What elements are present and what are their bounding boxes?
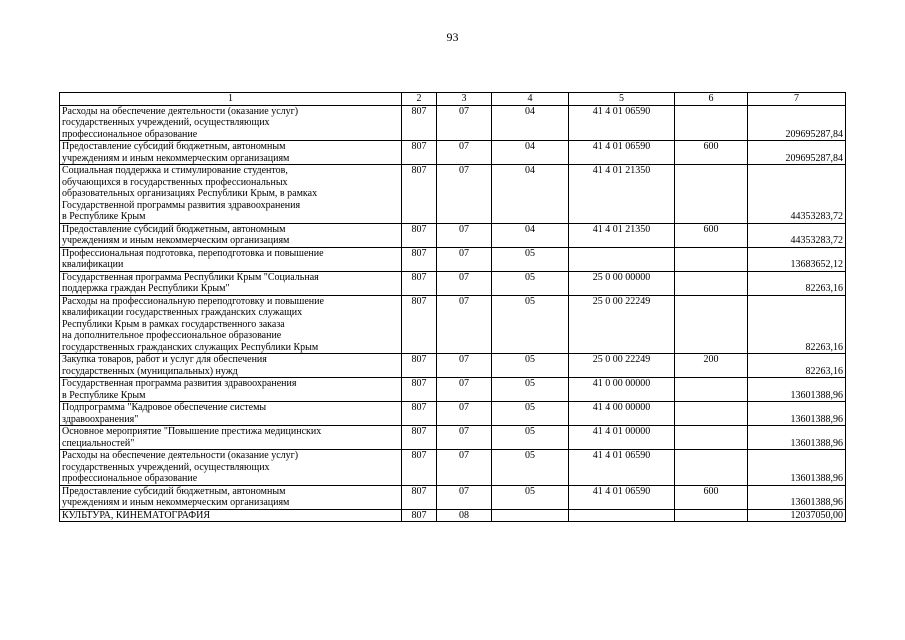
section-code-cell: 07 — [437, 141, 492, 165]
subsection-code-cell: 04 — [492, 105, 569, 141]
amount-cell: 13601388,96 — [748, 450, 846, 486]
expense-name-cell: Расходы на обеспечение деятельности (оказание услуг) государственных учреждений, осуществляющих профессиональное образование — [60, 450, 402, 486]
amount-cell: 209695287,84 — [748, 141, 846, 165]
subsection-code-cell: 04 — [492, 165, 569, 224]
amount-cell: 13601388,96 — [748, 485, 846, 509]
target-article-cell — [569, 509, 675, 522]
target-article-cell: 41 4 01 21350 — [569, 165, 675, 224]
expense-type-cell — [675, 295, 748, 354]
section-code-cell: 07 — [437, 485, 492, 509]
header-row — [60, 93, 846, 106]
expense-name-cell: Расходы на обеспечение деятельности (оказание услуг) государственных учреждений, осуществляющих профессиональное образование — [60, 105, 402, 141]
subsection-code-cell: 05 — [492, 247, 569, 271]
target-article-cell: 25 0 00 00000 — [569, 271, 675, 295]
column-header: 1 — [60, 93, 402, 106]
subsection-code-cell: 05 — [492, 402, 569, 426]
amount-cell: 82263,16 — [748, 354, 846, 378]
section-code-cell: 07 — [437, 426, 492, 450]
table-row — [60, 223, 846, 247]
ministry-code-cell: 807 — [402, 378, 437, 402]
section-code-cell: 07 — [437, 402, 492, 426]
amount-cell: 44353283,72 — [748, 165, 846, 224]
amount-cell: 13601388,96 — [748, 426, 846, 450]
expense-name-cell: Предоставление субсидий бюджетным, автономным учреждениям и иным некоммерческим организациям — [60, 223, 402, 247]
subsection-code-cell: 05 — [492, 378, 569, 402]
ministry-code-cell: 807 — [402, 354, 437, 378]
target-article-cell — [569, 247, 675, 271]
amount-cell: 209695287,84 — [748, 105, 846, 141]
table-row — [60, 378, 846, 402]
expense-type-cell — [675, 426, 748, 450]
target-article-cell: 41 4 01 06590 — [569, 141, 675, 165]
expense-name-cell: Государственная программа Республики Крым "Социальная поддержка граждан Республики Крым" — [60, 271, 402, 295]
section-code-cell: 08 — [437, 509, 492, 522]
amount-cell: 13601388,96 — [748, 402, 846, 426]
column-header: 7 — [748, 93, 846, 106]
amount-cell: 13683652,12 — [748, 247, 846, 271]
section-code-cell: 07 — [437, 354, 492, 378]
column-header: 3 — [437, 93, 492, 106]
ministry-code-cell: 807 — [402, 402, 437, 426]
amount-cell: 82263,16 — [748, 271, 846, 295]
expense-type-cell: 600 — [675, 223, 748, 247]
table-row — [60, 165, 846, 224]
section-code-cell: 07 — [437, 165, 492, 224]
expense-name-cell: Расходы на профессиональную переподготовку и повышение квалификации государственных гражданских служащих Республики Крым в рамках государственного заказа на дополнительное профессиональное образование государственных гражданских служащих Республики Крым — [60, 295, 402, 354]
target-article-cell: 41 4 01 21350 — [569, 223, 675, 247]
expense-type-cell — [675, 247, 748, 271]
table-row — [60, 295, 846, 354]
amount-cell: 12037050,00 — [748, 509, 846, 522]
target-article-cell: 41 4 01 06590 — [569, 450, 675, 486]
section-code-cell: 07 — [437, 450, 492, 486]
table-row — [60, 247, 846, 271]
amount-cell: 82263,16 — [748, 295, 846, 354]
ministry-code-cell: 807 — [402, 165, 437, 224]
target-article-cell: 41 0 00 00000 — [569, 378, 675, 402]
ministry-code-cell: 807 — [402, 105, 437, 141]
expense-type-cell: 600 — [675, 141, 748, 165]
expense-name-cell: Социальная поддержка и стимулирование студентов, обучающихся в государственных профессиональных образовательных организациях Республики Крым, в рамках Государственной программы развития здравоохранения в Республике Крым — [60, 165, 402, 224]
table-row — [60, 426, 846, 450]
target-article-cell: 41 4 00 00000 — [569, 402, 675, 426]
ministry-code-cell: 807 — [402, 485, 437, 509]
section-code-cell: 07 — [437, 247, 492, 271]
subsection-code-cell: 04 — [492, 141, 569, 165]
target-article-cell: 25 0 00 22249 — [569, 354, 675, 378]
expense-type-cell — [675, 450, 748, 486]
section-code-cell: 07 — [437, 271, 492, 295]
expense-type-cell — [675, 271, 748, 295]
expense-name-cell: Предоставление субсидий бюджетным, автономным учреждениям и иным некоммерческим организациям — [60, 141, 402, 165]
expense-type-cell — [675, 402, 748, 426]
budget-table — [59, 92, 846, 522]
table-row — [60, 271, 846, 295]
table-row — [60, 450, 846, 486]
subsection-code-cell: 04 — [492, 223, 569, 247]
table-row — [60, 509, 846, 522]
table-row — [60, 141, 846, 165]
column-header: 5 — [569, 93, 675, 106]
expense-name-cell: Предоставление субсидий бюджетным, автономным учреждениям и иным некоммерческим организациям — [60, 485, 402, 509]
ministry-code-cell: 807 — [402, 450, 437, 486]
expense-type-cell — [675, 105, 748, 141]
subsection-code-cell: 05 — [492, 485, 569, 509]
page-number: 93 — [446, 30, 459, 44]
expense-type-cell: 600 — [675, 485, 748, 509]
subsection-code-cell: 05 — [492, 354, 569, 378]
target-article-cell: 41 4 01 06590 — [569, 105, 675, 141]
table-body — [60, 93, 846, 522]
table-row — [60, 402, 846, 426]
section-code-cell: 07 — [437, 223, 492, 247]
section-code-cell: 07 — [437, 105, 492, 141]
expense-name-cell: Государственная программа развития здравоохранения в Республике Крым — [60, 378, 402, 402]
subsection-code-cell: 05 — [492, 426, 569, 450]
column-header: 2 — [402, 93, 437, 106]
expense-name-cell: Подпрограмма "Кадровое обеспечение системы здравоохранения" — [60, 402, 402, 426]
expense-type-cell — [675, 509, 748, 522]
ministry-code-cell: 807 — [402, 271, 437, 295]
expense-name-cell: Профессиональная подготовка, переподготовка и повышение квалификации — [60, 247, 402, 271]
subsection-code-cell — [492, 509, 569, 522]
amount-cell: 13601388,96 — [748, 378, 846, 402]
section-code-cell: 07 — [437, 295, 492, 354]
target-article-cell: 41 4 01 06590 — [569, 485, 675, 509]
ministry-code-cell: 807 — [402, 295, 437, 354]
ministry-code-cell: 807 — [402, 509, 437, 522]
subsection-code-cell: 05 — [492, 450, 569, 486]
expense-type-cell — [675, 378, 748, 402]
subsection-code-cell: 05 — [492, 271, 569, 295]
ministry-code-cell: 807 — [402, 247, 437, 271]
table-row — [60, 354, 846, 378]
expense-name-cell: Закупка товаров, работ и услуг для обеспечения государственных (муниципальных) нужд — [60, 354, 402, 378]
table-row — [60, 485, 846, 509]
expense-name-cell: КУЛЬТУРА, КИНЕМАТОГРАФИЯ — [60, 509, 402, 522]
expense-name-cell: Основное мероприятие "Повышение престижа медицинских специальностей" — [60, 426, 402, 450]
column-header: 6 — [675, 93, 748, 106]
expense-type-cell: 200 — [675, 354, 748, 378]
table-row — [60, 105, 846, 141]
section-code-cell: 07 — [437, 378, 492, 402]
column-header: 4 — [492, 93, 569, 106]
expense-type-cell — [675, 165, 748, 224]
subsection-code-cell: 05 — [492, 295, 569, 354]
target-article-cell: 25 0 00 22249 — [569, 295, 675, 354]
amount-cell: 44353283,72 — [748, 223, 846, 247]
ministry-code-cell: 807 — [402, 141, 437, 165]
ministry-code-cell: 807 — [402, 223, 437, 247]
target-article-cell: 41 4 01 00000 — [569, 426, 675, 450]
ministry-code-cell: 807 — [402, 426, 437, 450]
